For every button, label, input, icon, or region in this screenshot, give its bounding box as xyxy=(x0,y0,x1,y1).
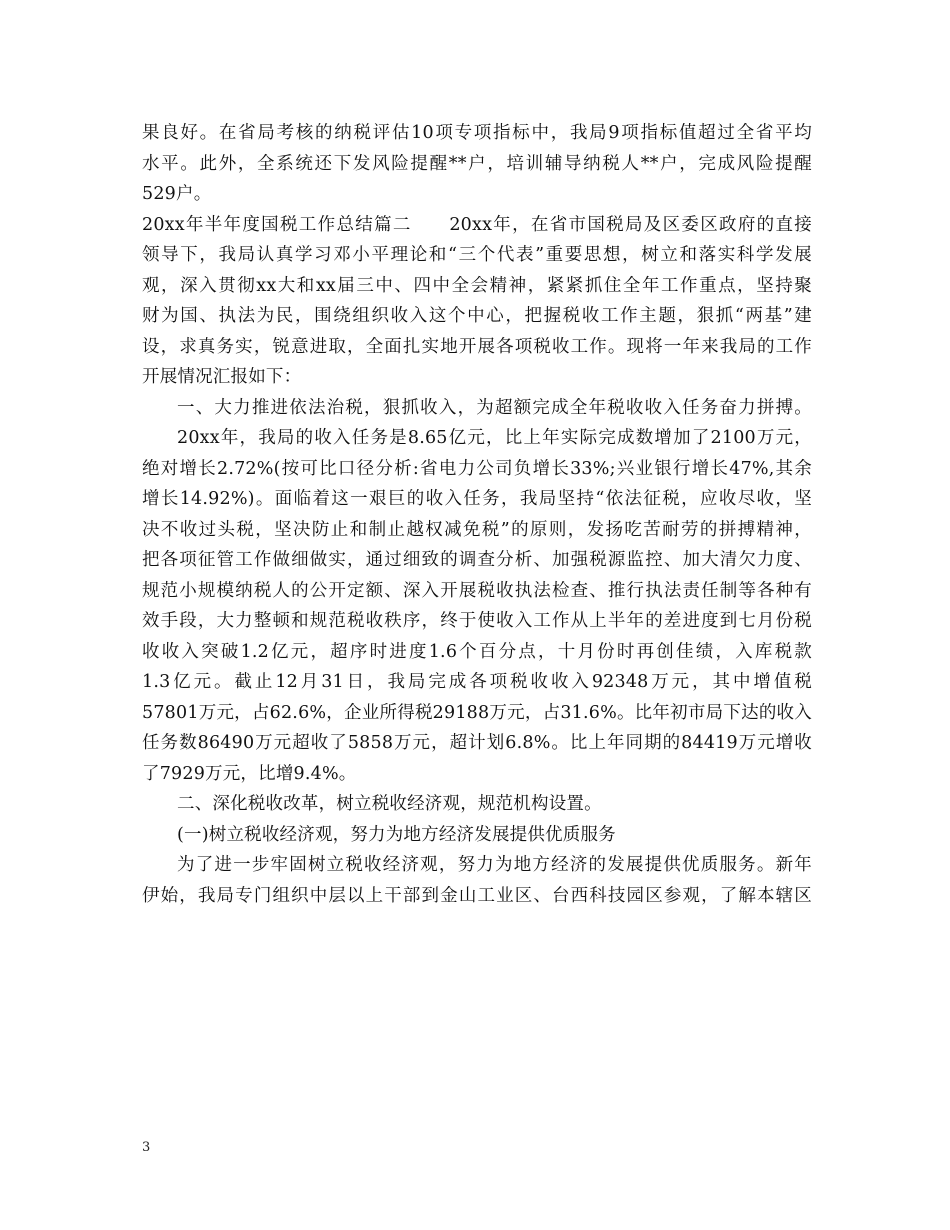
text-line: 开展情况汇报如下： xyxy=(142,367,302,387)
page-number: 3 xyxy=(142,1140,151,1155)
text-line: 效手段，大力整顿和规范税收秩序，终于使收入工作从上半年的差进度到七月份税 xyxy=(142,611,812,631)
text-line: 57801万元，占62.6%，企业所得税29188万元，占31.6%。比年初市局下达的收入 xyxy=(142,702,812,723)
text-line: 绝对增长2.72%(按可比口径分析:省电力公司负增长33%;兴业银行增长47%,其余 xyxy=(142,458,812,479)
text-line: 规范小规模纳税人的公开定额、深入开展税收执法检查、推行执法责任制等各种有 xyxy=(142,580,812,601)
text-line: 水平。此外，全系统还下发风险提醒**户，培训辅导纳税人**户，完成风险提醒 xyxy=(142,153,812,174)
text-line: 增长14.92%)。面临着这一艰巨的收入任务，我局坚持“依法征税，应收尽收，坚 xyxy=(142,489,812,509)
text-line: 伊始，我局专门组织中层以上干部到金山工业区、台西科技园区参观，了解本辖区 xyxy=(142,885,812,906)
document-body xyxy=(142,118,812,911)
text-line: 为了进一步牢固树立税收经济观，努力为地方经济的发展提供优质服务。新年 xyxy=(177,855,812,875)
text-line: 设，求真务实，锐意进取，全面扎实地开展各项税收工作。现将一年来我局的工作 xyxy=(142,336,812,357)
subheading-line: 一、大力推进依法治税，狠抓收入，为超额完成全年税收收入任务奋力拼搏。 xyxy=(177,397,812,418)
text-line: 果良好。在省局考核的纳税评估10项专项指标中，我局9项指标值超过全省平均 xyxy=(142,123,812,143)
text-line: 把各项征管工作做细做实，通过细致的调查分析、加强税源监控、加大清欠力度、 xyxy=(142,550,812,570)
text-line: 了7929万元，比增9.4%。 xyxy=(142,763,357,784)
subheading-line: 二、深化税收改革，树立税收经济观，规范机构设置。 xyxy=(177,794,602,814)
text-line: 观，深入贯彻xx大和xx届三中、四中全会精神，紧紧抓住全年工作重点，坚持聚 xyxy=(142,275,812,296)
text-line: 财为国、执法为民，围绕组织收入这个中心，把握税收工作主题，狠抓“两基”建 xyxy=(142,306,812,326)
text-line: 529户。 xyxy=(142,184,212,204)
text-line: 1.3亿元。截止12月31日，我局完成各项税收收入92348万元，其中增值税 xyxy=(142,672,812,692)
section-heading-line: 20xx年半年度国税工作总结篇二 20xx年，在省市国税局及区委区政府的直接 xyxy=(142,214,812,235)
text-line: 20xx年，我局的收入任务是8.65亿元，比上年实际完成数增加了2100万元， xyxy=(177,428,812,448)
text-line: 任务数86490万元超收了5858万元，超计划6.8%。比上年同期的84419万元增收 xyxy=(142,733,812,753)
text-line: 领导下，我局认真学习邓小平理论和“三个代表”重要思想，树立和落实科学发展 xyxy=(142,245,812,265)
text-line: 决不收过头税，坚决防止和制止越权减免税”的原则，发扬吃苦耐劳的拼搏精神， xyxy=(142,519,812,540)
subheading-line: (一)树立税收经济观，努力为地方经济发展提供优质服务 xyxy=(177,824,616,845)
text-line: 收收入突破1.2亿元，超序时进度1.6个百分点，十月份时再创佳绩，入库税款 xyxy=(142,641,812,662)
